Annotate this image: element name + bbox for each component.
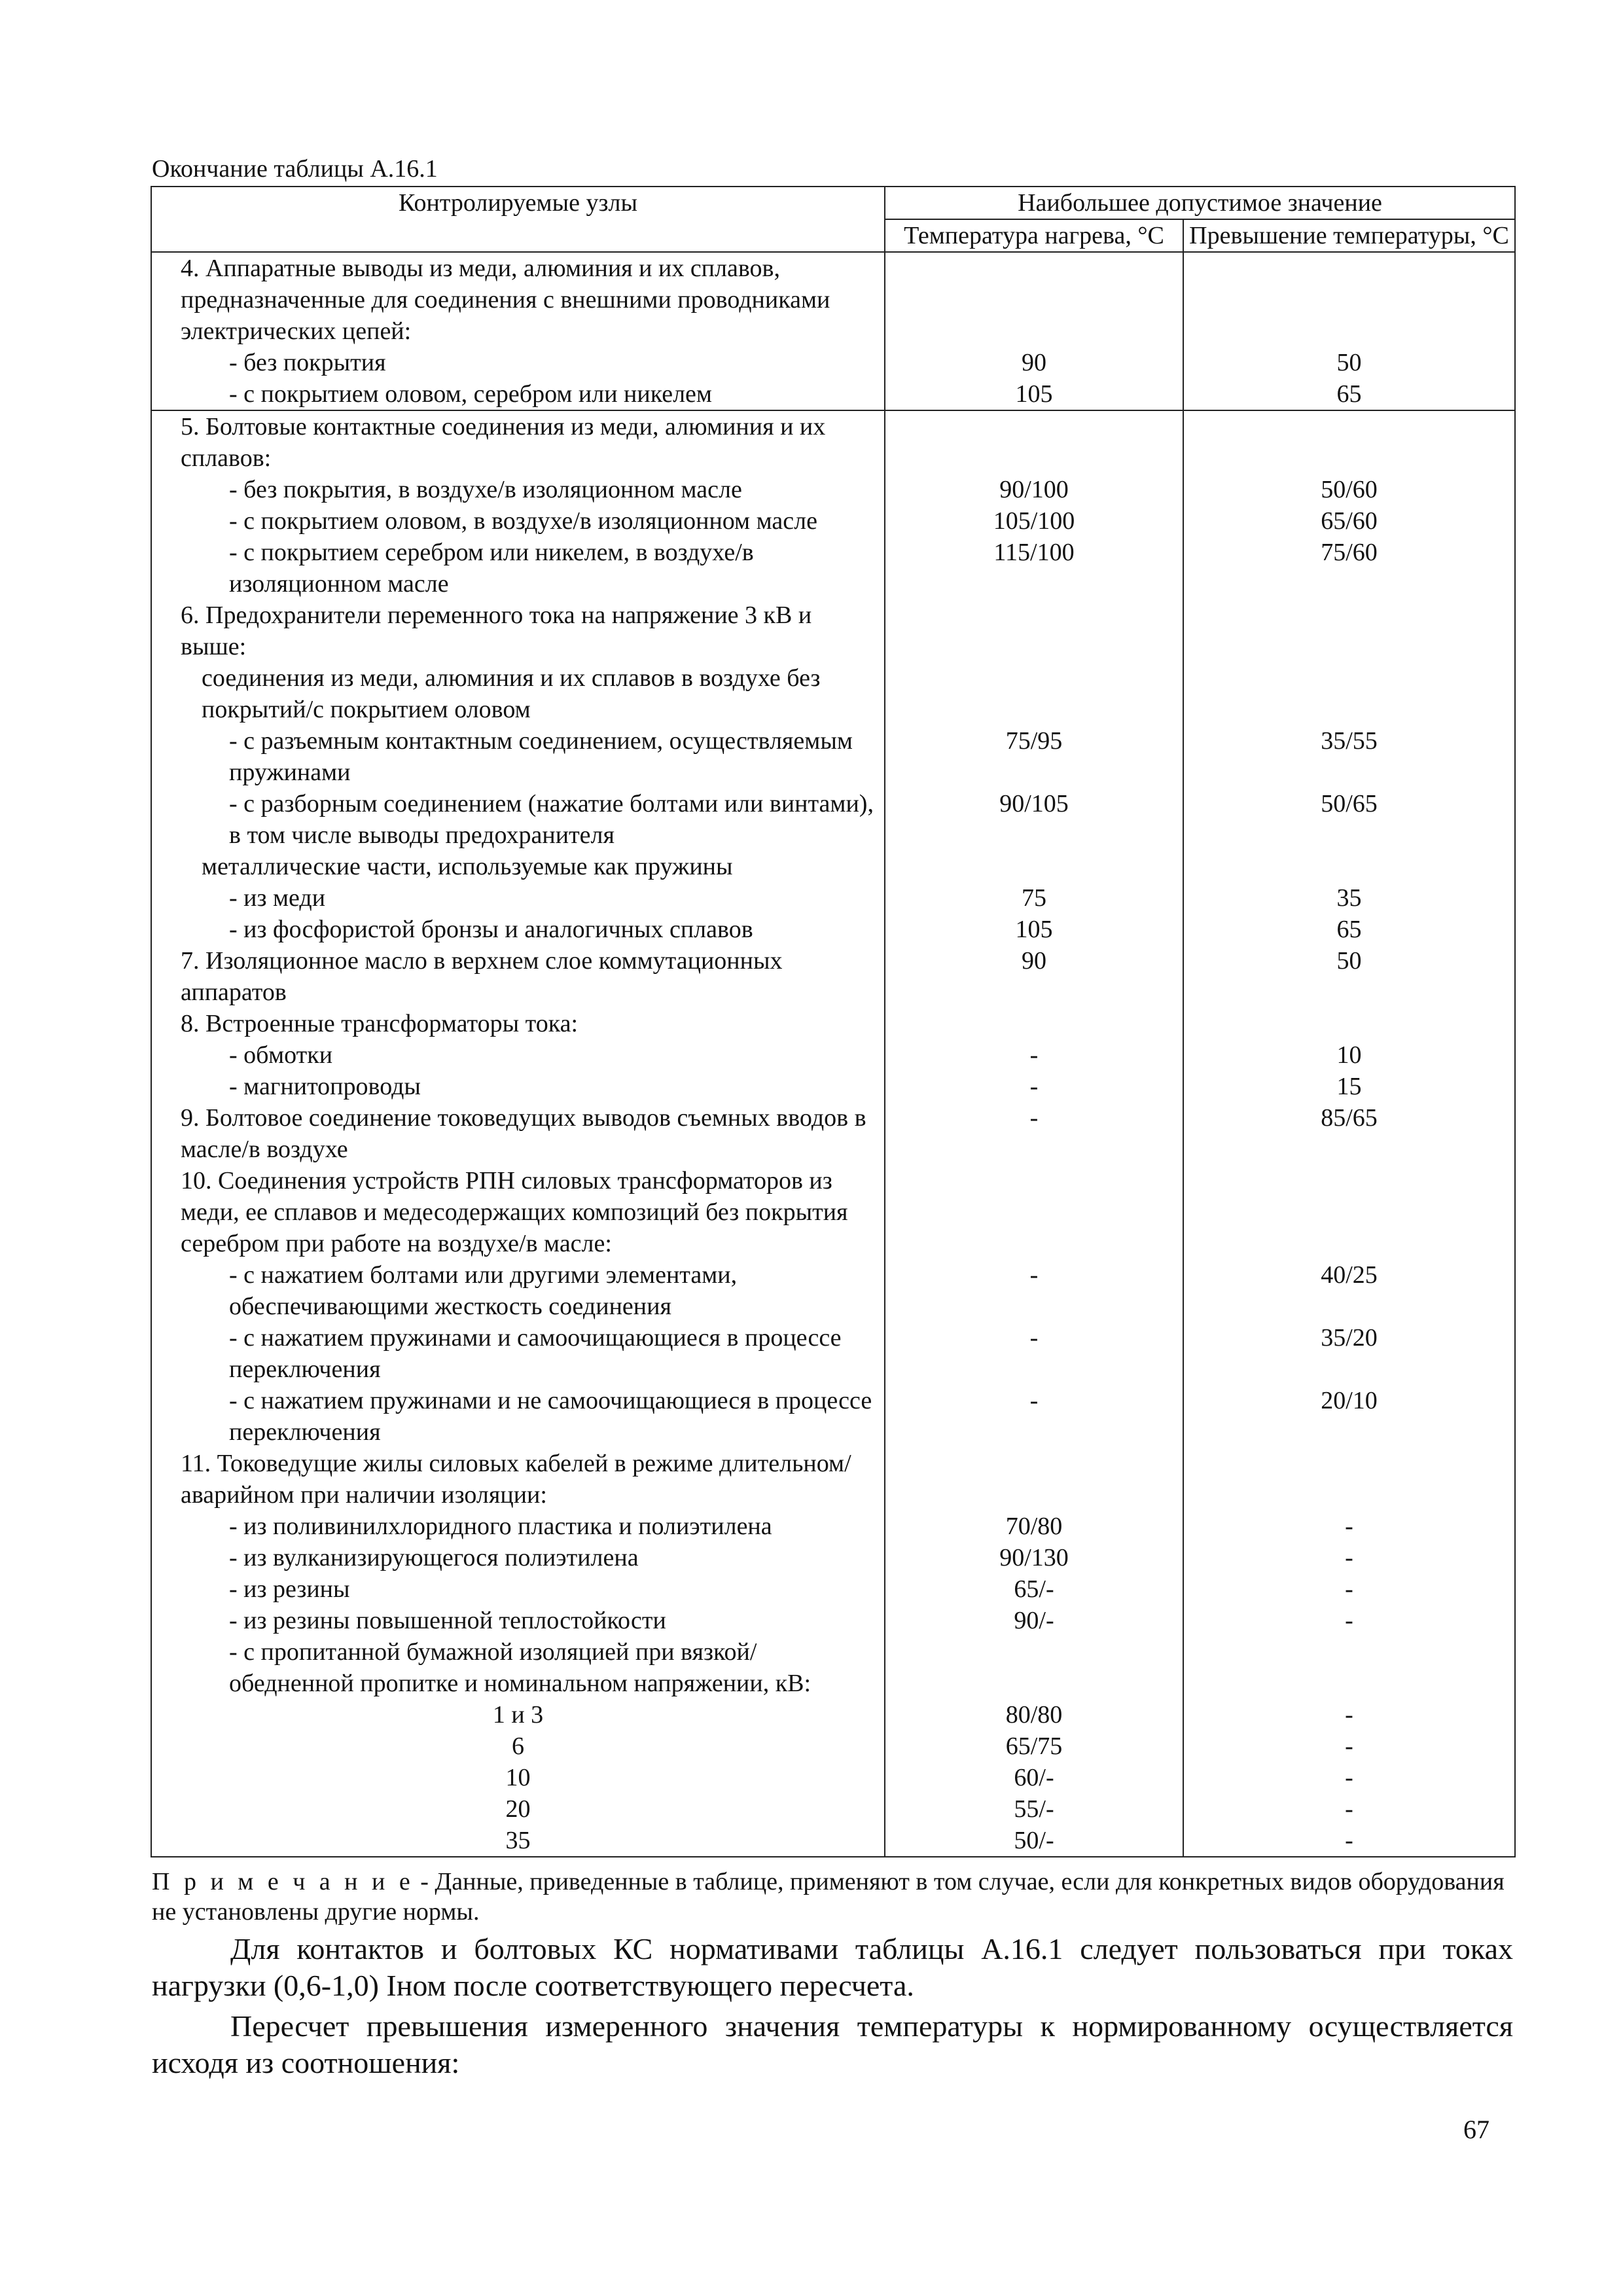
row-label: 6: [151, 1731, 885, 1762]
cell-rise: 75/60: [1183, 537, 1515, 600]
cell-temp: 105: [885, 914, 1183, 945]
cell-rise: -: [1183, 1605, 1515, 1636]
cell-rise: [1183, 1008, 1515, 1039]
table-note: [152, 1867, 1513, 1927]
cell-rise: [1183, 1636, 1515, 1699]
row-label: металлические части, используемые как пружины: [151, 851, 885, 882]
row-label: - без покрытия, в воздухе/в изоляционном масле: [151, 474, 885, 505]
cell-rise: -: [1183, 1825, 1515, 1857]
row-label: 7. Изоляционное масло в верхнем слое коммутационных аппаратов: [151, 945, 885, 1008]
temperature-limits-table: [151, 186, 1516, 1857]
cell-temp: -: [885, 1039, 1183, 1071]
cell-temp: -: [885, 1322, 1183, 1385]
cell-temp: 80/80: [885, 1699, 1183, 1731]
row-label: - без покрытия: [151, 347, 885, 378]
row-label: 10: [151, 1762, 885, 1793]
cell-rise: [1183, 1165, 1515, 1259]
cell-rise: -: [1183, 1793, 1515, 1825]
cell-rise: [1183, 662, 1515, 725]
row-label: 35: [151, 1825, 885, 1857]
cell-rise: 35: [1183, 882, 1515, 914]
cell-rise: -: [1183, 1731, 1515, 1762]
row-label: - из меди: [151, 882, 885, 914]
cell-temp: 75: [885, 882, 1183, 914]
cell-temp: 90/100: [885, 474, 1183, 505]
cell-rise: 65/60: [1183, 505, 1515, 537]
cell-rise: 85/65: [1183, 1102, 1515, 1165]
header-controlled-nodes: Контролируемые узлы: [151, 187, 885, 252]
cell-temp: -: [885, 1385, 1183, 1448]
cell-rise: 65: [1183, 378, 1515, 410]
row-label: - из фосфористой бронзы и аналогичных сплавов: [151, 914, 885, 945]
cell-rise: 50/60: [1183, 474, 1515, 505]
row-label: 4. Аппаратные выводы из меди, алюминия и их сплавов, предназначенные для соединения с внешними проводниками электрических цепей:: [151, 252, 885, 347]
cell-temp: 65/-: [885, 1573, 1183, 1605]
row-label: - магнитопроводы: [151, 1071, 885, 1102]
row-label: - с нажатием пружинами и не самоочищающиеся в процессе переключения: [151, 1385, 885, 1448]
cell-temp: -: [885, 1102, 1183, 1165]
cell-rise: [1183, 1448, 1515, 1511]
cell-rise: 65: [1183, 914, 1515, 945]
cell-temp: -: [885, 1259, 1183, 1322]
cell-temp: 90: [885, 945, 1183, 1008]
page-number: 67: [1463, 2115, 1489, 2144]
cell-rise: 50: [1183, 945, 1515, 1008]
cell-temp: 60/-: [885, 1762, 1183, 1793]
row-label: 9. Болтовое соединение токоведущих выводов съемных вводов в масле/в воздухе: [151, 1102, 885, 1165]
cell-rise: -: [1183, 1542, 1515, 1573]
cell-temp: [885, 662, 1183, 725]
body-paragraph-1: Для контактов и болтовых КС нормативами таблицы А.16.1 следует пользоваться при токах нагрузки (0,6-1,0) Iном после соответствующего пересчета.: [152, 1932, 1513, 2002]
row-label: - из резины: [151, 1573, 885, 1605]
row-label: - из резины повышенной теплостойкости: [151, 1605, 885, 1636]
row-label: 10. Соединения устройств РПН силовых трансформаторов из меди, ее сплавов и медесодержащих композиций без покрытия серебром при работе на воздухе/в масле:: [151, 1165, 885, 1259]
cell-rise: 50/65: [1183, 788, 1515, 851]
cell-temp: 90: [885, 347, 1183, 378]
cell-temp: 90/-: [885, 1605, 1183, 1636]
cell-temp: [885, 600, 1183, 662]
row-label: 11. Токоведущие жилы силовых кабелей в режиме длительном/аварийном при наличии изоляции:: [151, 1448, 885, 1511]
cell-temp: [885, 1636, 1183, 1699]
cell-rise: 20/10: [1183, 1385, 1515, 1448]
cell-temp: 75/95: [885, 725, 1183, 788]
cell-rise: 15: [1183, 1071, 1515, 1102]
cell-temp: 90/130: [885, 1542, 1183, 1573]
header-heating-temperature: Температура нагрева, °С: [885, 219, 1183, 252]
cell-temp: 115/100: [885, 537, 1183, 600]
cell-temp: [885, 1448, 1183, 1511]
cell-rise: 50: [1183, 347, 1515, 378]
cell-rise: -: [1183, 1699, 1515, 1731]
cell-rise: -: [1183, 1511, 1515, 1542]
cell-rise: -: [1183, 1762, 1515, 1793]
row-label: - с покрытием оловом, в воздухе/в изоляционном масле: [151, 505, 885, 537]
cell-temp: 65/75: [885, 1731, 1183, 1762]
cell-rise: [1183, 410, 1515, 474]
row-label: - из поливинилхлоридного пластика и полиэтилена: [151, 1511, 885, 1542]
row-label: - с разборным соединением (нажатие болтами или винтами), в том числе выводы предохранителя: [151, 788, 885, 851]
row-label: - с пропитанной бумажной изоляцией при вязкой/обедненной пропитке и номинальном напряжении, кВ:: [151, 1636, 885, 1699]
cell-temp: [885, 851, 1183, 882]
cell-temp: 55/-: [885, 1793, 1183, 1825]
row-label: - с нажатием болтами или другими элементами, обеспечивающими жесткость соединения: [151, 1259, 885, 1322]
cell-temp: 105: [885, 378, 1183, 410]
cell-temp: 70/80: [885, 1511, 1183, 1542]
cell-rise: 40/25: [1183, 1259, 1515, 1322]
row-label: 1 и 3: [151, 1699, 885, 1731]
body-paragraph-2: Пересчет превышения измеренного значения температуры к нормированному осуществляется исходя из соотношения:: [152, 2009, 1513, 2079]
cell-temp: [885, 1008, 1183, 1039]
cell-rise: -: [1183, 1573, 1515, 1605]
row-label: - с покрытием серебром или никелем, в воздухе/в изоляционном масле: [151, 537, 885, 600]
cell-rise: [1183, 851, 1515, 882]
cell-temp: [885, 1165, 1183, 1259]
table-caption: Окончание таблицы А.16.1: [152, 155, 438, 183]
row-label: 8. Встроенные трансформаторы тока:: [151, 1008, 885, 1039]
header-temperature-rise: Превышение температуры, °С: [1183, 219, 1515, 252]
cell-temp: [885, 410, 1183, 474]
row-label: - с разъемным контактным соединением, осуществляемым пружинами: [151, 725, 885, 788]
row-label: соединения из меди, алюминия и их сплавов в воздухе без покрытий/с покрытием оловом: [151, 662, 885, 725]
cell-rise: 35/55: [1183, 725, 1515, 788]
header-max-value: Наибольшее допустимое значение: [885, 187, 1515, 219]
cell-temp: -: [885, 1071, 1183, 1102]
note-text: - Данные, приведенные в таблице, применяют в том случае, если для конкретных видов оборудования не установлены другие нормы.: [152, 1868, 1505, 1926]
cell-temp: 50/-: [885, 1825, 1183, 1857]
row-label: 5. Болтовые контактные соединения из меди, алюминия и их сплавов:: [151, 410, 885, 474]
row-label: 6. Предохранители переменного тока на напряжение 3 кВ и выше:: [151, 600, 885, 662]
row-label: - обмотки: [151, 1039, 885, 1071]
cell-rise: 10: [1183, 1039, 1515, 1071]
note-label: П р и м е ч а н и е: [152, 1868, 414, 1895]
cell-rise: [1183, 252, 1515, 347]
cell-rise: 35/20: [1183, 1322, 1515, 1385]
cell-rise: [1183, 600, 1515, 662]
cell-temp: 105/100: [885, 505, 1183, 537]
row-label: - из вулканизирующегося полиэтилена: [151, 1542, 885, 1573]
cell-temp: [885, 252, 1183, 347]
row-label: - с покрытием оловом, серебром или никелем: [151, 378, 885, 410]
cell-temp: 90/105: [885, 788, 1183, 851]
row-label: 20: [151, 1793, 885, 1825]
row-label: - с нажатием пружинами и самоочищающиеся в процессе переключения: [151, 1322, 885, 1385]
